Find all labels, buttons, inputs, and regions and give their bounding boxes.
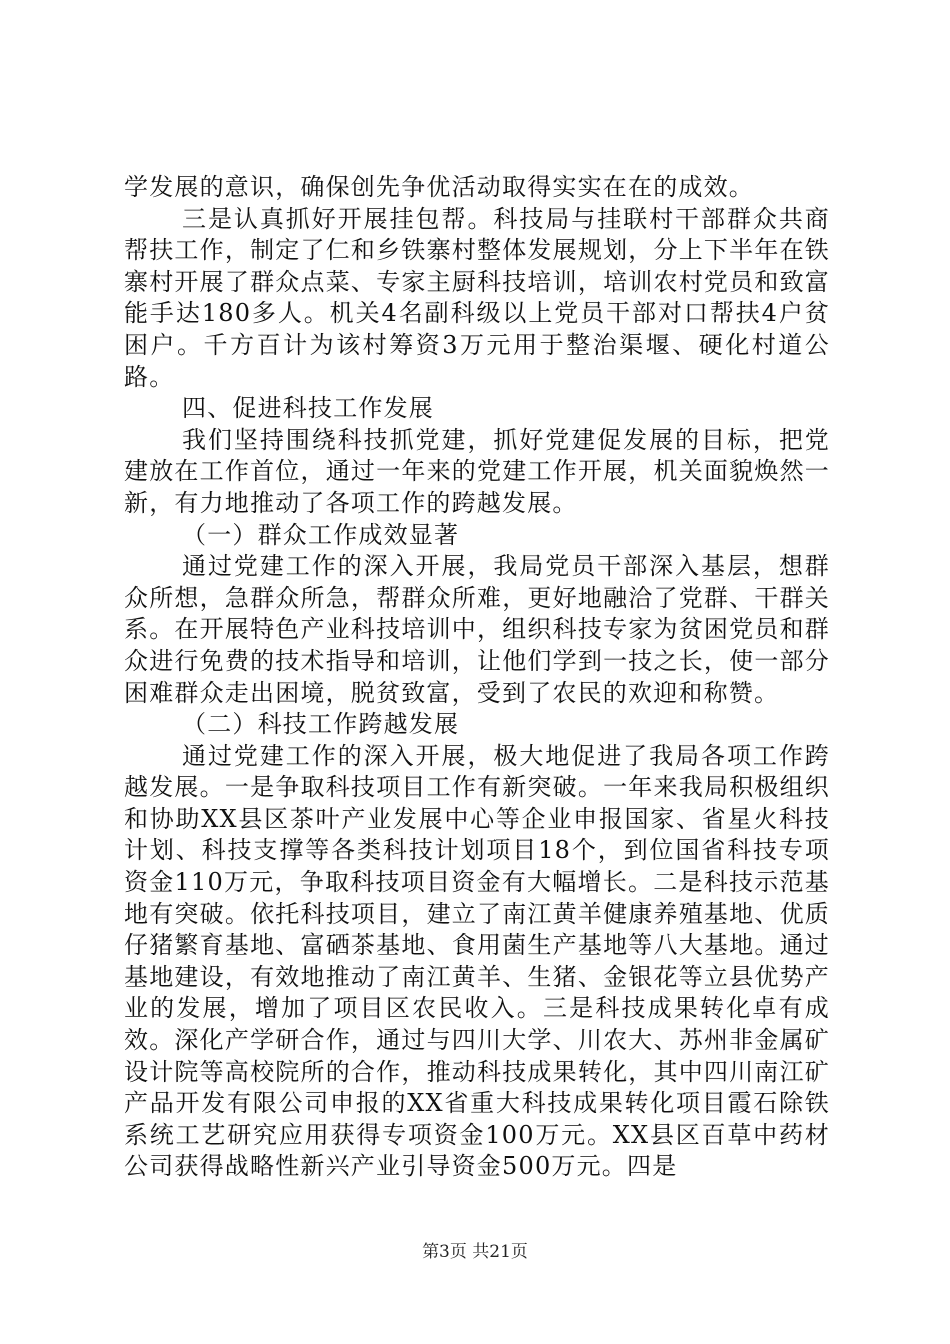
document-body [124, 172, 830, 1183]
page-footer: 第3页 共21页 [422, 1242, 528, 1262]
paragraph-mass-work: 通过党建工作的深入开展，我局党员干部深入基层，想群众所想，急群众所急，帮群众所难，更好地融洽了党群、干群关系。在开展特色产业科技培训中，组织科技专家为贫困党员和群众进行免费的技术指导和培训，让他们学到一技之长，使一部分困难群众走出困境，脱贫致富，受到了农民的欢迎和称赞。 [124, 552, 830, 707]
paragraph-pairing-assistance: 三是认真抓好开展挂包帮。科技局与挂联村干部群众共商帮扶工作，制定了仁和乡铁寨村整体发展规划，分上下半年在铁寨村开展了群众点菜、专家主厨科技培训，培训农村党员和致富能手达180多人。机关4名副科级以上党员干部对口帮扶4户贫困户。千方百计为该村筹资3万元用于整治渠堰、硬化村道公路。 [124, 204, 830, 391]
subheading-mass-work: （一）群众工作成效显著 [182, 520, 460, 549]
paragraph-continuation: 学发展的意识，确保创先争优活动取得实实在在的成效。 [124, 173, 754, 201]
section-heading-4: 四、促进科技工作发展 [182, 394, 434, 423]
paragraph-tech-work: 通过党建工作的深入开展，极大地促进了我局各项工作跨越发展。一是争取科技项目工作有新突破。一年来我局积极组织和协助XX县区茶叶产业发展中心等企业申报国家、省星火科技计划、科技支撑等各类科技计划项目18个，到位国省科技专项资金110万元，争取科技项目资金有大幅增长。二是科技示范基地有突破。依托科技项目，建立了南江黄羊健康养殖基地、优质仔猪繁育基地、富硒茶基地、食用菌生产基地等八大基地。通过基地建设，有效地推动了南江黄羊、生猪、金银花等立县优势产业的发展，增加了项目区农民收入。三是科技成果转化卓有成效。深化产学研合作，通过与四川大学、川农大、苏州非金属矿设计院等高校院所的合作，推动科技成果转化，其中四川南江矿产品开发有限公司申报的XX省重大科技成果转化项目霞石除铁系统工艺研究应用获得专项资金100万元。XX县区百草中药材公司获得战略性新兴产业引导资金500万元。四是 [124, 741, 830, 1181]
subheading-tech-work: （二）科技工作跨越发展 [182, 710, 460, 739]
paragraph-section-4-intro: 我们坚持围绕科技抓党建，抓好党建促发展的目标，把党建放在工作首位，通过一年来的党建工作开展，机关面貌焕然一新，有力地推动了各项工作的跨越发展。 [124, 425, 830, 517]
